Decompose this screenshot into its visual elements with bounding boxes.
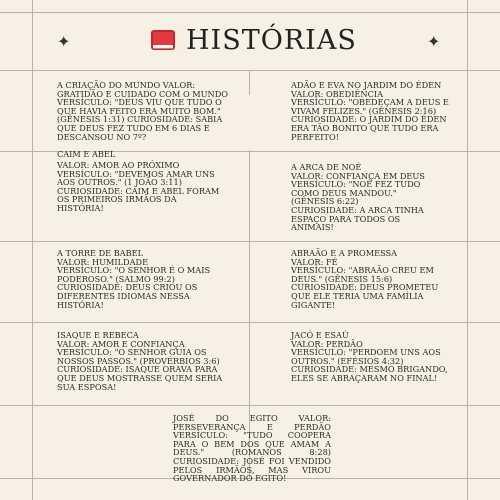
story-caim-abel-title: CAIM E ABEL: [57, 149, 116, 159]
story-torre-babel: A TORRE DE BABEL VALOR: HUMILDADE VERSÍCULO: "O SENHOR É O MAIS PODEROSO." (SALMO 99:2) CURIOSIDADE: DEUS CRIOU OS DIFERENTES IDIOMAS NESSA HISTÓRIA!: [57, 248, 211, 310]
story-caim-abel: VALOR: AMOR AO PRÓXIMO VERSÍCULO: "DEVEMOS AMAR UNS AOS OUTROS." (1 JOÃO 3:11) CURIOSIDADE: CAIM E ABEL FORAM OS PRIMEIROS IRMÃOS DA HISTÓRIA!: [57, 160, 220, 213]
grid-line-left: [32, 0, 33, 500]
page-title: HISTÓRIAS: [186, 24, 357, 56]
sparkle-icon-right: ✦: [427, 32, 441, 51]
story-jose-egito: JOSÉ DO EGITO VALOR: PERSEVERANÇA E PERDÃO VERSÍCULO: "TUDO COOPERA PARA O BEM DOS QUE AMAM A DEUS." (ROMANOS 8:28) CURIOSIDADE: JOSÉ FOI VENDIDO PELOS IRMÃOS, MAS VIROU GOVERNADOR DO EGITO!: [173, 413, 331, 484]
sparkle-icon-left: ✦: [57, 32, 71, 51]
grid-line-header: [0, 12, 500, 13]
story-adao-eva: ADÃO E EVA NO JARDIM DO ÉDEN VALOR: OBEDIÊNCIA VERSÍCULO: "OBEDEÇAM A DEUS E VIVAM FELIZES." (GÊNESIS 2:16) CURIOSIDADE: O JARDIM DO ÉDEN ERA TÃO BONITO QUE TUDO ERA PERFEITO!: [291, 80, 449, 142]
story-arca-noe: A ARCA DE NOÉ VALOR: CONFIANÇA EM DEUS VERSÍCULO: "NOÉ FEZ TUDO COMO DEUS MANDOU." (GÊNESIS 6:22) CURIOSIDADE: A ARCA TINHA ESPAÇO PARA TODOS OS ANIMAIS!: [291, 162, 425, 233]
header: [150, 22, 357, 58]
grid-line-row4: [0, 405, 500, 406]
grid-line-right: [467, 0, 468, 500]
story-jaco-esau: JACÓ E ESAÚ VALOR: PERDÃO VERSÍCULO: "PERDOEM UNS AOS OUTROS." (EFÉSIOS 4:32) CURIOSIDADE: MESMO BRIGANDO, ELES SE ABRAÇARAM NO FINAL!: [291, 330, 448, 383]
book-icon: [150, 29, 176, 51]
story-abraao: ABRAÃO E A PROMESSA VALOR: FÉ VERSÍCULO: "ABRAÃO CREU EM DEUS." (GÊNESIS 15:6) CURIOSIDADE: DEUS PROMETEU QUE ELE TERIA UMA FAMÍLIA GIGANTE!: [291, 248, 439, 310]
story-criacao: A CRIAÇÃO DO MUNDO VALOR: GRATIDÃO E CUIDADO COM O MUNDO VERSÍCULO: "DEUS VIU QUE TUDO O QUE HAVIA FEITO ERA MUITO BOM." (GÊNESIS 1:31) CURIOSIDADE: SABIA QUE DEUS FEZ TUDO EM 6 DIAS E DESCANSOU NO 7º?: [57, 80, 228, 142]
grid-line-row3: [0, 322, 500, 323]
grid-line-row2: [0, 241, 500, 242]
grid-line-header-bottom: [0, 70, 500, 71]
story-isaque-rebeca: ISAQUE E REBECA VALOR: AMOR E CONFIANÇA VERSÍCULO: "O SENHOR GUIA OS NOSSOS PASSOS." (PROVÉRBIOS 3:6) CURIOSIDADE: ISAQUE ORAVA PARA QUE DEUS MOSTRASSE QUEM SERIA SUA ESPOSA!: [57, 330, 223, 392]
grid-line-center: [249, 70, 250, 95]
